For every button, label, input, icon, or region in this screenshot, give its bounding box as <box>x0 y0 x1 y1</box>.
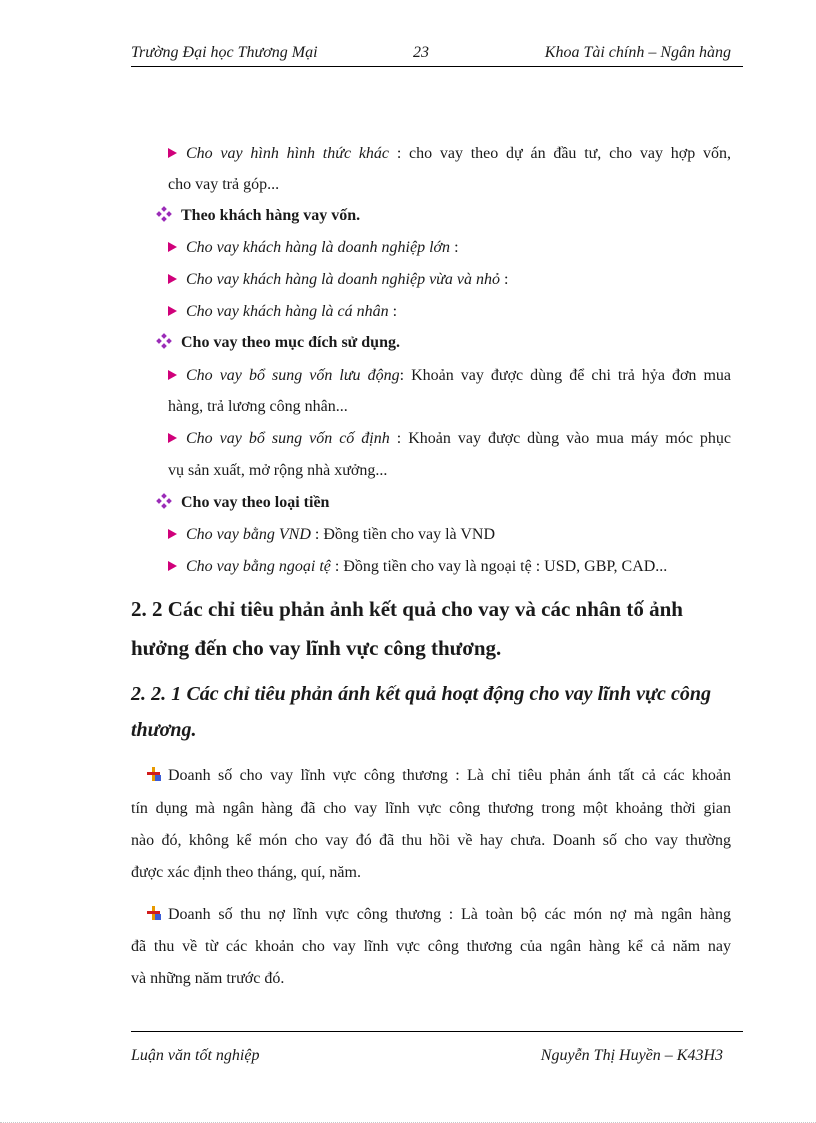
list-item-fixed-capital: Cho vay bổ sung vốn cố định : Khoản vay được dùng vào mua máy móc phục <box>168 429 731 449</box>
diamond-bullet-icon <box>157 334 171 348</box>
diamond-bullet-icon <box>157 207 171 221</box>
arrow-cross-bullet-icon <box>146 906 162 920</box>
subsection-heading-2-2-1-cont: thương. <box>131 719 197 741</box>
group-heading-currency: Cho vay theo loại tiền <box>157 493 329 513</box>
paragraph-line: nào đó, không kể món cho vay đó đã thu hồi về hay chưa. Doanh số cho vay thường <box>131 832 731 849</box>
group-heading-purpose: Cho vay theo mục đích sử dụng. <box>157 333 400 353</box>
group-heading-customer: Theo khách hàng vay vốn. <box>157 206 360 226</box>
subsection-heading-2-2-1: 2. 2. 1 Các chỉ tiêu phản ánh kết quả hoạt động cho vay lĩnh vực công <box>131 683 711 705</box>
paragraph-line: được xác định theo tháng, quí, năm. <box>131 864 361 881</box>
footer-thesis: Luận văn tốt nghiệp <box>131 1047 260 1064</box>
arrow-bullet-icon <box>168 433 177 443</box>
page-header <box>131 40 743 67</box>
page-number: 23 <box>413 44 429 61</box>
list-item-other-forms: Cho vay hình hình thức khác : cho vay theo dự án đầu tư, cho vay hợp vốn, <box>168 144 731 164</box>
arrow-bullet-icon <box>168 274 177 284</box>
arrow-bullet-icon <box>168 561 177 571</box>
paragraph-line: tín dụng mà ngân hàng đã cho vay lĩnh vực công thương trong một khoảng thời gian <box>131 800 731 817</box>
list-item-large-enterprise: Cho vay khách hàng là doanh nghiệp lớn : <box>168 238 459 258</box>
paragraph-line: và những năm trước đó. <box>131 970 285 987</box>
arrow-bullet-icon <box>168 370 177 380</box>
footer-divider <box>131 1031 743 1032</box>
header-school: Trường Đại học Thương Mại <box>131 44 318 61</box>
term: Cho vay hình hình thức khác <box>186 145 390 162</box>
paragraph-loan-sales: Doanh số cho vay lĩnh vực công thương : Là chỉ tiêu phản ánh tất cả các khoản <box>146 766 731 786</box>
arrow-cross-bullet-icon <box>146 767 162 781</box>
list-item-continuation: cho vay trả góp... <box>168 176 280 193</box>
list-item-foreign: Cho vay bằng ngoại tệ : Đồng tiền cho vay là ngoại tệ : USD, GBP, CAD... <box>168 557 667 577</box>
section-heading-2-2-cont: hưởng đến cho vay lĩnh vực công thương. <box>131 636 502 660</box>
list-item-continuation: vụ sản xuất, mở rộng nhà xưởng... <box>168 462 388 479</box>
list-item-working-capital: Cho vay bổ sung vốn lưu động: Khoản vay được dùng để chi trả hỷa đơn mua <box>168 366 731 386</box>
paragraph-debt-collection: Doanh số thu nợ lĩnh vực công thương : Là toàn bộ các món nợ mà ngân hàng <box>146 905 731 925</box>
section-heading-2-2: 2. 2 Các chỉ tiêu phản ảnh kết quả cho vay và các nhân tố ảnh <box>131 597 683 621</box>
paragraph-line: đã thu về từ các khoản cho vay lĩnh vực công thương của ngân hàng kể cả năm nay <box>131 938 731 955</box>
arrow-bullet-icon <box>168 242 177 252</box>
arrow-bullet-icon <box>168 529 177 539</box>
list-item-individual: Cho vay khách hàng là cá nhân : <box>168 302 397 322</box>
footer-author: Nguyễn Thị Huyền – K43H3 <box>540 1047 723 1064</box>
list-item-continuation: hàng, trả lương công nhân... <box>168 398 348 415</box>
arrow-bullet-icon <box>168 306 177 316</box>
list-item-vnd: Cho vay bằng VND : Đồng tiền cho vay là VND <box>168 525 495 545</box>
header-faculty: Khoa Tài chính – Ngân hàng <box>544 44 731 61</box>
diamond-bullet-icon <box>157 494 171 508</box>
list-item-sme: Cho vay khách hàng là doanh nghiệp vừa và nhỏ : <box>168 270 508 290</box>
arrow-bullet-icon <box>168 148 177 158</box>
